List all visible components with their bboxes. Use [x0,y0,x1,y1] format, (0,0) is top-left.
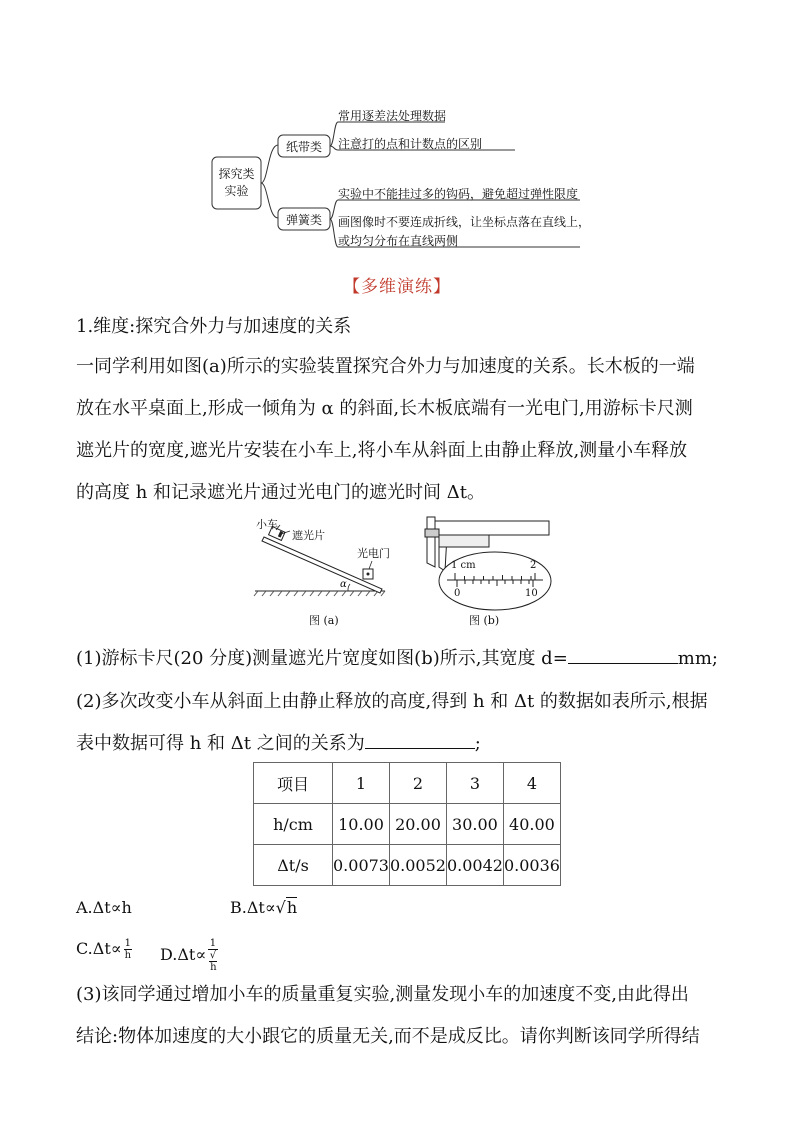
option-d-text: D.Δt∝ [160,945,207,964]
table-hatching [254,591,385,596]
table-cell: 0.0073 [333,845,390,886]
gate-pointer [369,561,372,569]
caliper-main-bar [435,521,549,535]
table-header-cell: 1 [333,763,390,804]
label-angle: α [340,579,347,590]
question-2-line-2 [76,727,481,761]
frac-numerator: 1 [124,938,131,949]
intro-line-1: 一同学利用如图(a)所示的实验装置探究合外力与加速度的关系。长木板的一端 [76,356,695,377]
option-b-radicand: h [286,898,298,917]
angle-arc [348,584,350,591]
table-header-cell: 项目 [254,763,333,804]
option-c-text: C.Δt∝ [76,939,122,958]
mindmap-item: 画图像时不要连成折线，让坐标点落在直线上， [338,215,591,229]
table-row-label: Δt/s [254,845,333,886]
intro-line-3: 遮光片的宽度,遮光片安装在小车上,将小车从斜面上由静止释放,测量小车释放 [76,440,688,461]
problem-title: 1.维度:探究合外力与加速度的关系 [76,316,352,337]
label-car: 小车 [256,518,278,531]
caliper-label-10: 10 [525,588,538,599]
figure-a-caption: 图 (a) [309,614,339,627]
option-c [76,938,132,961]
label-gate: 光电门 [357,547,390,560]
question-3-line-2: 结论:物体加速度的大小跟它的质量无关,而不是成反比。请你判断该同学所得结 [76,1026,700,1047]
caliper-label-2: 2 [530,560,537,571]
table-row [254,804,561,845]
table-cell: 40.00 [503,804,560,845]
table-header-row [254,763,561,804]
mindmap-connector [261,183,278,218]
question-2-line-1: (2)多次改变小车从斜面上由静止释放的高度,得到 h 和 Δt 的数据如表所示,根据 [76,691,708,712]
option-b-text: B.Δt∝ [230,898,276,917]
question-1-text: (1)游标卡尺(20 分度)测量遮光片宽度如图(b)所示,其宽度 d= [76,648,568,669]
answer-blank-relation[interactable] [365,730,475,749]
mindmap-branch-paper: 纸带类 [285,140,322,154]
option-d-fraction [208,938,217,973]
frac-radicand: h [210,962,217,973]
table-cell: 10.00 [333,804,390,845]
table-row-label: h/cm [254,804,333,845]
mindmap-root: 探究类 实验 [218,167,255,198]
option-d [160,938,218,973]
answer-blank-d[interactable] [568,645,678,664]
caliper-slider [439,535,489,547]
option-b [230,898,297,917]
data-table [253,762,561,886]
question-1 [76,642,718,676]
mindmap-item: 实验中不能挂过多的钩码，避免超过弹性限度 [338,187,579,201]
option-c-fraction [124,938,132,961]
frac-numerator: 1 [209,938,217,949]
table-row [254,845,561,886]
table-header-cell: 3 [446,763,503,804]
mindmap-item: 常用逐差法处理数据 [338,109,447,123]
figure-b-caption: 图 (b) [469,614,500,627]
table-header-cell: 2 [389,763,446,804]
photogate-dot [367,573,370,576]
table-header-cell: 4 [503,763,560,804]
mindmap-item: 注意打的点和计数点的区别 [338,137,483,151]
caliper-object [425,529,439,537]
table-cell: 20.00 [389,804,446,845]
caliper-label-0: 0 [454,588,461,599]
sqrt-sign: √ [275,898,286,917]
frac-denominator: h [124,950,132,961]
intro-line-4: 的高度 h 和记录遮光片通过光电门的遮光时间 Δt。 [76,482,485,503]
question-2-end: ; [474,733,481,754]
caliper-label-1cm: 1 cm [451,560,476,571]
table-cell: 0.0036 [503,845,560,886]
table-cell: 0.0042 [446,845,503,886]
mindmap-item: 或均匀分布在直线两侧 [338,234,459,248]
table-cell: 0.0052 [389,845,446,886]
label-shade: 遮光片 [292,529,325,542]
intro-line-2: 放在水平桌面上,形成一倾角为 α 的斜面,长木板底端有一光电门,用游标卡尺测 [76,398,693,419]
mindmap-branch-spring: 弹簧类 [285,213,322,227]
mindmap-connector [261,145,278,183]
question-3-line-1: (3)该同学通过增加小车的质量重复实验,测量发现小车的加速度不变,由此得出 [76,984,689,1005]
frac-denominator: √ h [209,950,217,973]
caliper-fixed-jaw [427,517,435,567]
question-2-text: 表中数据可得 h 和 Δt 之间的关系为 [76,733,365,754]
section-heading: 【多维演练】 [343,277,451,297]
table-cell: 30.00 [446,804,503,845]
question-1-unit: mm; [677,648,718,669]
option-a: A.Δt∝h [76,898,132,917]
